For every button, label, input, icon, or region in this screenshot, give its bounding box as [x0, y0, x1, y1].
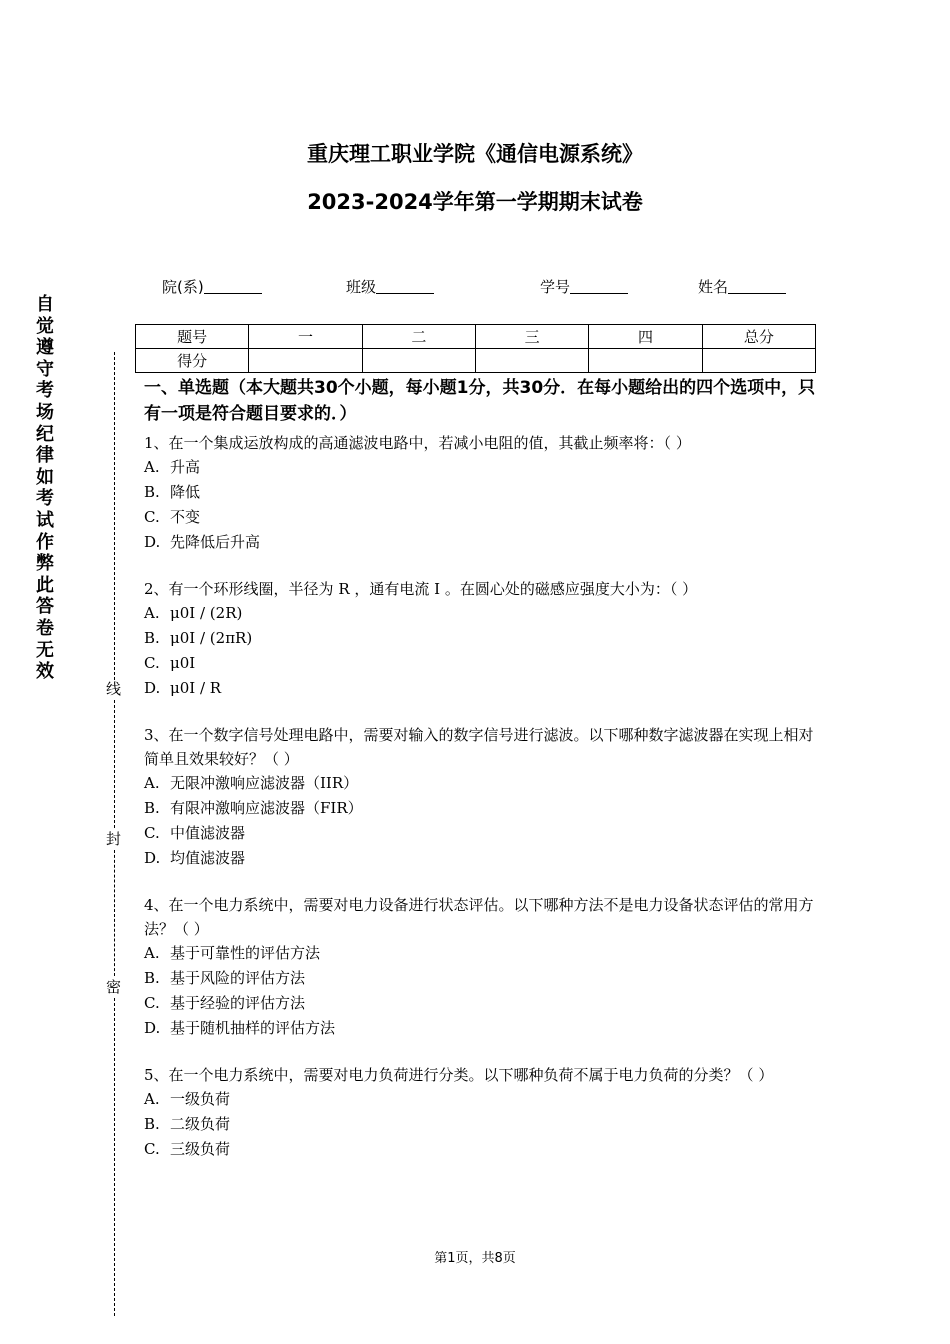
option-text: 无限冲激响应滤波器（IIR）	[170, 774, 359, 792]
option-letter: A.	[144, 458, 160, 476]
question-text: 1、在一个集成运放构成的高通滤波电路中，若减小电阻的值，其截止频率将：（ ）	[144, 434, 691, 452]
name-label: 姓名	[698, 278, 729, 296]
exam-title-line2: 2023-2024学年第一学期期末试卷	[307, 190, 643, 214]
question	[144, 723, 816, 871]
score-table-score-row	[136, 349, 816, 373]
question-area	[144, 375, 816, 1184]
class-field	[346, 276, 434, 297]
question	[144, 1063, 816, 1162]
option-letter: D.	[144, 679, 161, 697]
student-no-label: 学号	[540, 278, 571, 296]
option-text: 均值滤波器	[170, 849, 246, 867]
binding-mark-feng: 封	[106, 830, 122, 848]
option-letter: D.	[144, 849, 161, 867]
section-heading: 一、单选题（本大题共30个小题，每小题1分，共30分．在每小题给出的四个选项中，只有一项是符合题目要求的．）	[144, 378, 816, 424]
dept-field	[162, 276, 262, 297]
option[interactable]	[144, 1087, 816, 1112]
option-letter: C.	[144, 994, 160, 1012]
option[interactable]	[144, 651, 816, 676]
option[interactable]	[144, 1112, 816, 1137]
score-header-cell: 一	[249, 325, 362, 349]
score-header-cell: 四	[589, 325, 702, 349]
option-letter: A.	[144, 1090, 160, 1108]
option[interactable]	[144, 991, 816, 1016]
option-text: μ0I	[170, 654, 196, 672]
option-text: 不变	[170, 508, 201, 526]
name-field	[698, 276, 786, 297]
option[interactable]	[144, 821, 816, 846]
option[interactable]	[144, 941, 816, 966]
option-letter: C.	[144, 508, 160, 526]
option[interactable]	[144, 505, 816, 530]
question	[144, 431, 816, 555]
binding-mark-mi: 密	[106, 978, 122, 996]
question-text: 5、在一个电力系统中，需要对电力负荷进行分类。以下哪种负荷不属于电力负荷的分类？（ ）	[144, 1066, 774, 1084]
option[interactable]	[144, 771, 816, 796]
option-text: μ0I / (2R)	[170, 604, 243, 622]
question-text: 2、有一个环形线圈，半径为 R ，通有电流 I 。在圆心处的磁感应强度大小为：（ ）	[144, 580, 698, 598]
option[interactable]	[144, 455, 816, 480]
score-header-cell: 总分	[702, 325, 815, 349]
option-text: 升高	[170, 458, 201, 476]
option-letter: B.	[144, 969, 160, 987]
option[interactable]	[144, 601, 816, 626]
option-letter: A.	[144, 774, 160, 792]
option-letter: A.	[144, 604, 160, 622]
option-text: 降低	[170, 483, 201, 501]
class-blank[interactable]	[376, 279, 434, 294]
exam-title-line1: 重庆理工职业学院《通信电源系统》	[307, 142, 643, 166]
option-text: 三级负荷	[170, 1140, 231, 1158]
option[interactable]	[144, 966, 816, 991]
option-letter: B.	[144, 483, 160, 501]
student-no-field	[540, 276, 628, 297]
option[interactable]	[144, 626, 816, 651]
option-text: 基于风险的评估方法	[170, 969, 306, 987]
option-letter: C.	[144, 824, 160, 842]
option[interactable]	[144, 846, 816, 871]
student-no-blank[interactable]	[570, 279, 628, 294]
option-letter: D.	[144, 533, 161, 551]
score-cell[interactable]	[589, 349, 702, 373]
score-table-header-row	[136, 325, 816, 349]
option-letter: A.	[144, 944, 160, 962]
binding-dashed-line	[114, 850, 115, 976]
option[interactable]	[144, 1016, 816, 1041]
dept-label: 院(系)	[162, 278, 204, 296]
option-text: 中值滤波器	[170, 824, 246, 842]
option-text: 一级负荷	[170, 1090, 231, 1108]
option-text: 基于随机抽样的评估方法	[170, 1019, 336, 1037]
dept-blank[interactable]	[204, 279, 262, 294]
binding-dashed-line	[114, 700, 115, 828]
question	[144, 893, 816, 1041]
option-text: 先降低后升高	[170, 533, 261, 551]
option[interactable]	[144, 796, 816, 821]
option-letter: B.	[144, 799, 160, 817]
option[interactable]	[144, 480, 816, 505]
score-cell[interactable]	[249, 349, 362, 373]
binding-dashed-line	[114, 352, 115, 680]
option-letter: D.	[144, 1019, 161, 1037]
option-letter: B.	[144, 629, 160, 647]
option-letter: B.	[144, 1115, 160, 1133]
name-blank[interactable]	[728, 279, 786, 294]
option-text: μ0I / R	[170, 679, 222, 697]
option[interactable]	[144, 1137, 816, 1162]
binding-dashed-line	[114, 998, 115, 1316]
score-table	[135, 324, 816, 373]
option-text: 有限冲激响应滤波器（FIR）	[170, 799, 363, 817]
option-text: 二级负荷	[170, 1115, 231, 1133]
score-cell[interactable]	[475, 349, 588, 373]
option-text: 基于经验的评估方法	[170, 994, 306, 1012]
option-text: 基于可靠性的评估方法	[170, 944, 321, 962]
score-cell[interactable]	[702, 349, 815, 373]
score-header-cell: 三	[475, 325, 588, 349]
score-row-label: 得分	[136, 349, 249, 373]
score-header-cell: 二	[362, 325, 475, 349]
option[interactable]	[144, 676, 816, 701]
class-label: 班级	[346, 278, 377, 296]
option-letter: C.	[144, 1140, 160, 1158]
question-text: 4、在一个电力系统中，需要对电力设备进行状态评估。以下哪种方法不是电力设备状态评估的常用方法？（ ）	[144, 896, 814, 938]
question-text: 3、在一个数字信号处理电路中，需要对输入的数字信号进行滤波。以下哪种数字滤波器在实现上相对简单且效果较好？（ ）	[144, 726, 814, 768]
question	[144, 577, 816, 701]
binding-mark-xian: 线	[106, 680, 122, 698]
score-cell[interactable]	[362, 349, 475, 373]
option[interactable]	[144, 530, 816, 555]
score-header-cell: 题号	[136, 325, 249, 349]
option-letter: C.	[144, 654, 160, 672]
page-footer: 第1页，共8页	[434, 1251, 516, 1266]
side-notice: 自觉遵守考场纪律如考试作弊此答卷无效	[36, 294, 54, 683]
option-text: μ0I / (2πR)	[170, 629, 253, 647]
